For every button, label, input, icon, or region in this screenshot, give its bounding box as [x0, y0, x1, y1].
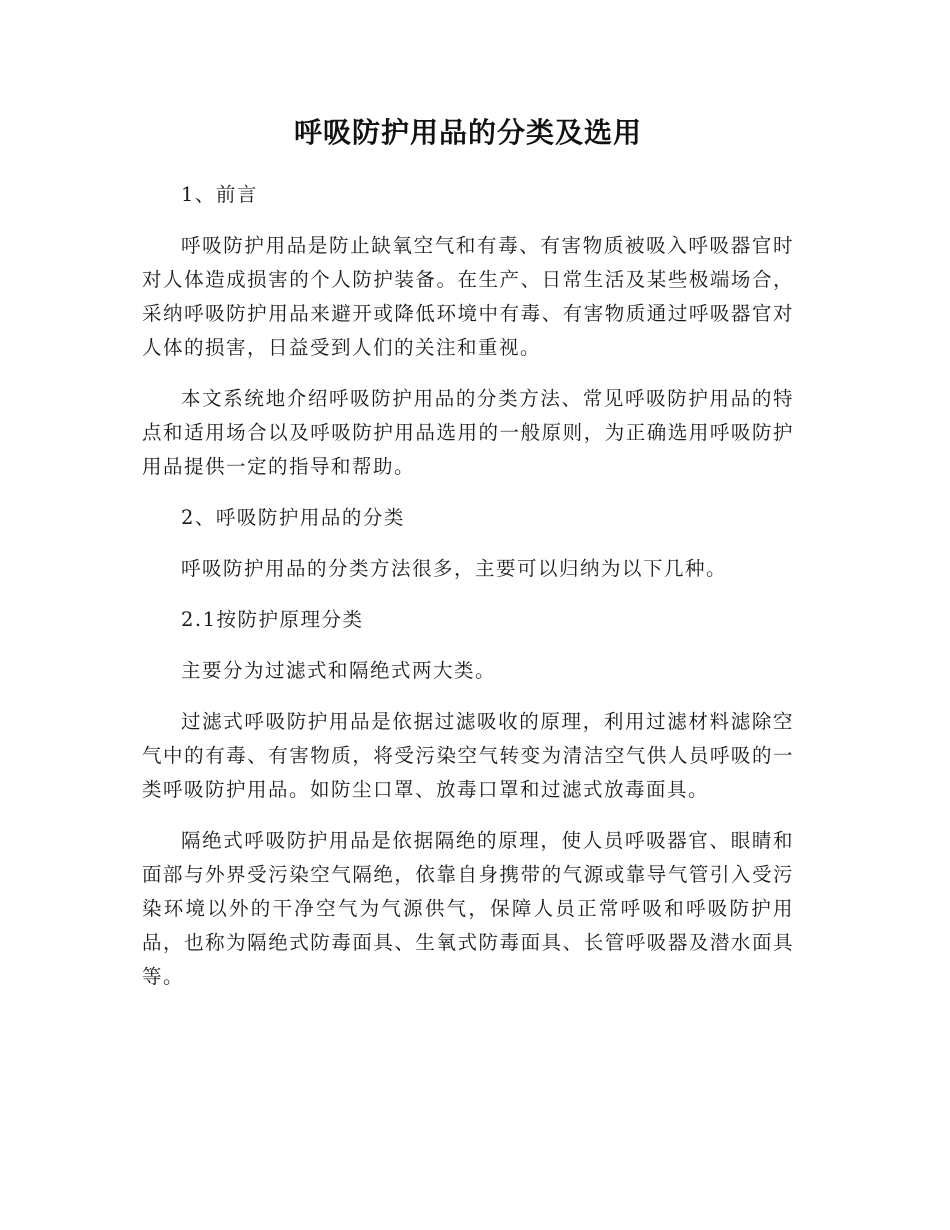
document-page — [142, 110, 794, 1011]
paragraph-isolation-type: 隔绝式呼吸防护用品是依据隔绝的原理，使人员呼吸器官、眼睛和面部与外界受污染空气隔绝，依靠自身携带的气源或靠导气管引入受污染环境以外的干净空气为气源供气，保障人员正常呼吸和呼吸防护用品，也称为隔绝式防毒面具、生氧式防毒面具、长管呼吸器及潜水面具等。 — [142, 829, 794, 988]
section-heading-preface: 1、前言 — [181, 183, 258, 206]
paragraph-two-types: 主要分为过滤式和隔绝式两大类。 — [181, 659, 497, 682]
section-heading-classification: 2、呼吸防护用品的分类 — [181, 506, 405, 529]
paragraph-intro: 呼吸防护用品是防止缺氧空气和有毒、有害物质被吸入呼吸器官时对人体造成损害的个人防护装备。在生产、日常生活及某些极端场合，采纳呼吸防护用品来避开或降低环境中有毒、有害物质通过呼吸器官对人体的损害，日益受到人们的关注和重视。 — [142, 234, 794, 359]
document-title: 呼吸防护用品的分类及选用 — [293, 116, 642, 149]
paragraph-filter-type: 过滤式呼吸防护用品是依据过滤吸收的原理，利用过滤材料滤除空气中的有毒、有害物质，将受污染空气转变为清洁空气供人员呼吸的一类呼吸防护用品。如防尘口罩、放毒口罩和过滤式放毒面具。 — [142, 710, 794, 801]
paragraph-classification-intro: 呼吸防护用品的分类方法很多，主要可以归纳为以下几种。 — [181, 557, 728, 580]
subsection-heading-principle: 2.1按防护原理分类 — [181, 608, 364, 631]
paragraph-scope: 本文系统地介绍呼吸防护用品的分类方法、常见呼吸防护用品的特点和适用场合以及呼吸防护用品选用的一般原则，为正确选用呼吸防护用品提供一定的指导和帮助。 — [142, 387, 794, 478]
